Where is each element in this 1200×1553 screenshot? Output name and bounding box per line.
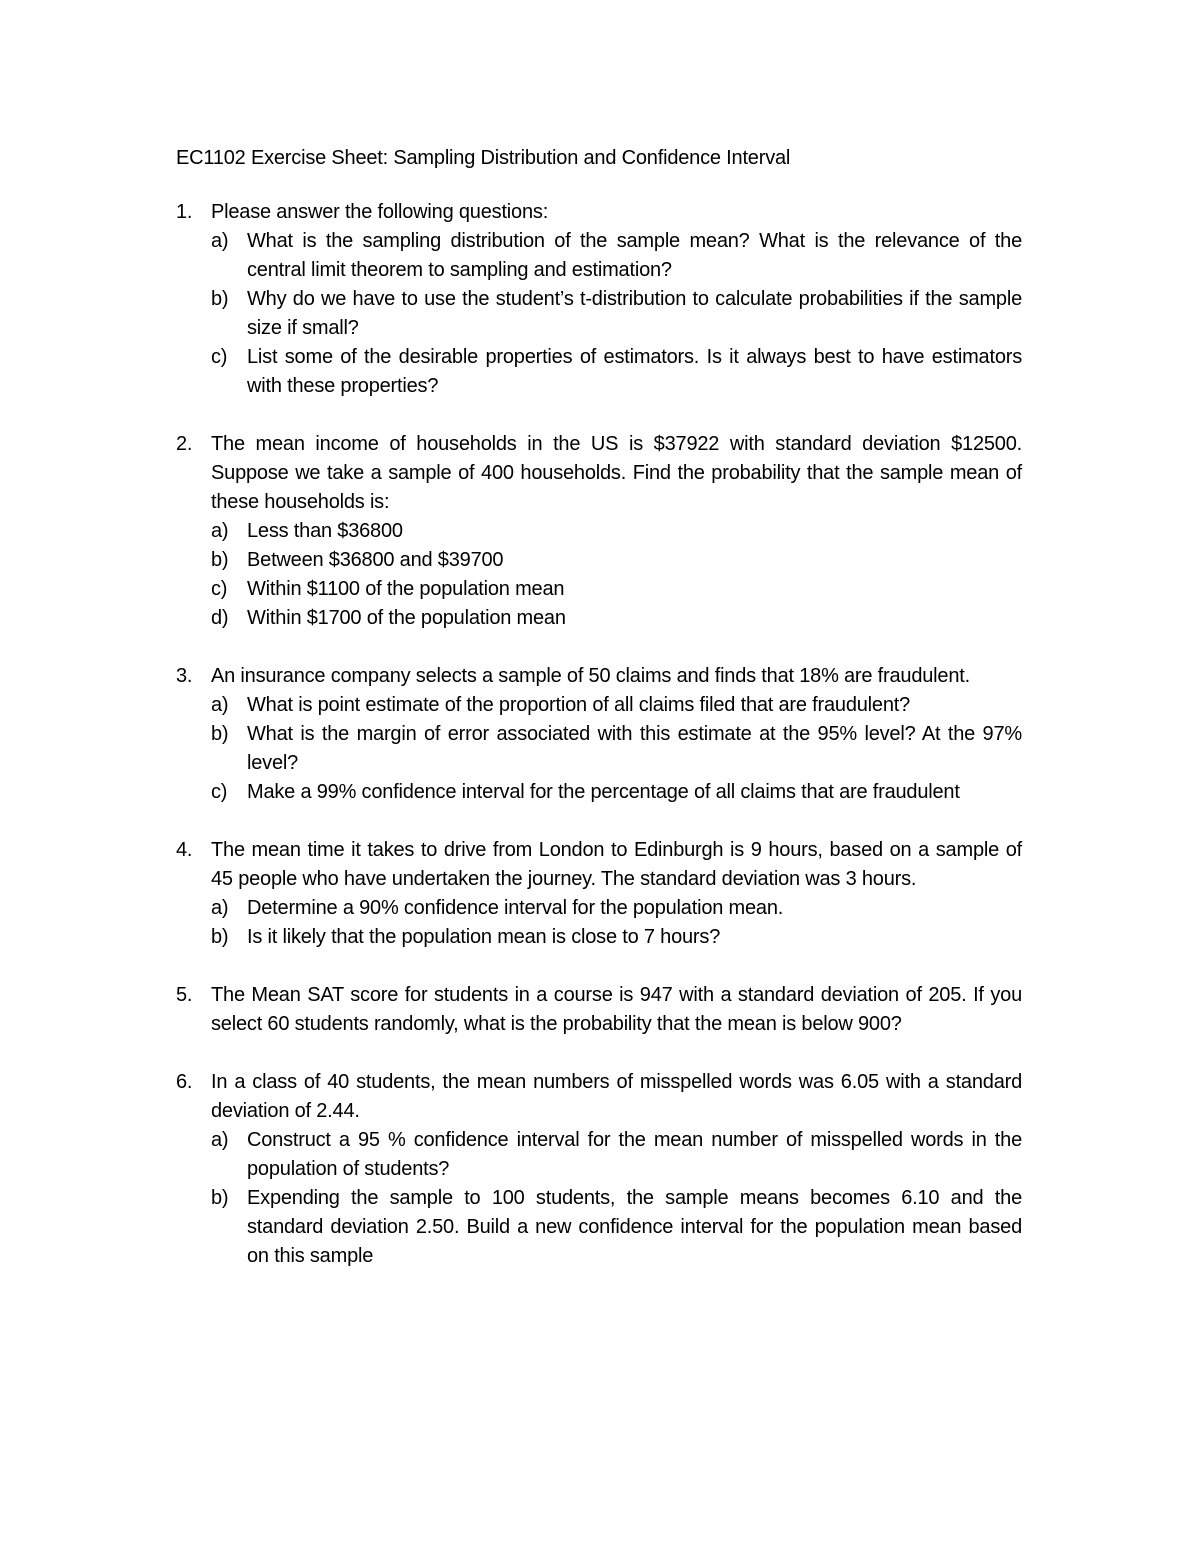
sub-question-letter: b): [211, 723, 229, 745]
sub-question-letter: b): [211, 288, 229, 310]
sub-question-text: Determine a 90% confidence interval for the population mean.: [247, 897, 784, 919]
sub-question-list: [211, 517, 1022, 633]
question-5: [176, 981, 1022, 1039]
question-3: [176, 662, 1022, 807]
sub-question: [211, 720, 1022, 778]
sub-question-text: Within $1100 of the population mean: [247, 578, 565, 600]
sub-question-text: What is the sampling distribution of the sample mean? What is the relevance of the central limit theorem to sampling and estimation?: [247, 230, 1022, 281]
sub-question-letter: b): [211, 926, 229, 948]
question-number: 1.: [176, 201, 193, 223]
sub-question: [211, 343, 1022, 401]
sub-question-list: [211, 894, 1022, 952]
sub-question: [211, 894, 1022, 923]
sub-question-list: [211, 1126, 1022, 1271]
sub-question: [211, 227, 1022, 285]
question-6: [176, 1068, 1022, 1271]
sub-question: [211, 923, 1022, 952]
sub-question-letter: b): [211, 549, 229, 571]
sub-question: [211, 517, 1022, 546]
sub-question-letter: c): [211, 781, 228, 803]
sub-question-letter: a): [211, 230, 229, 252]
sub-question-text: Within $1700 of the population mean: [247, 607, 566, 629]
sub-question-letter: c): [211, 346, 228, 368]
question-list: [176, 198, 1022, 1300]
question-text: The mean time it takes to drive from London to Edinburgh is 9 hours, based on a sample of 45 people who have undertaken the journey. The standard deviation was 3 hours.: [211, 839, 1022, 890]
question-text: In a class of 40 students, the mean numbers of misspelled words was 6.05 with a standard deviation of 2.44.: [211, 1071, 1022, 1122]
sub-question-text: What is the margin of error associated with this estimate at the 95% level? At the 97% level?: [247, 723, 1022, 774]
sub-question-letter: b): [211, 1187, 229, 1209]
sub-question-list: [211, 691, 1022, 807]
question-4: [176, 836, 1022, 952]
sub-question: [211, 285, 1022, 343]
sub-question-text: What is point estimate of the proportion of all claims filed that are fraudulent?: [247, 694, 911, 716]
sub-question: [211, 546, 1022, 575]
question-number: 3.: [176, 665, 193, 687]
question-1: [176, 198, 1022, 401]
sub-question: [211, 691, 1022, 720]
sub-question-text: Between $36800 and $39700: [247, 549, 504, 571]
sub-question-text: Less than $36800: [247, 520, 403, 542]
question-number: 2.: [176, 433, 193, 455]
sub-question-letter: c): [211, 578, 228, 600]
question-number: 6.: [176, 1071, 193, 1093]
question-text: The mean income of households in the US is $37922 with standard deviation $12500. Suppose we take a sample of 400 households. Find the probability that the sample mean of these households is:: [211, 433, 1022, 513]
question-number: 4.: [176, 839, 193, 861]
sub-question-letter: a): [211, 897, 229, 919]
sub-question-letter: d): [211, 607, 229, 629]
page-title: EC1102 Exercise Sheet: Sampling Distribution and Confidence Interval: [176, 147, 791, 169]
sub-question-text: Expending the sample to 100 students, the sample means becomes 6.10 and the standard deviation 2.50. Build a new confidence interval for the population mean based on this sample: [247, 1187, 1022, 1267]
sub-question-text: Why do we have to use the student’s t-distribution to calculate probabilities if the sample size if small?: [247, 288, 1022, 339]
sub-question: [211, 1184, 1022, 1271]
question-text: An insurance company selects a sample of 50 claims and finds that 18% are fraudulent.: [211, 665, 970, 687]
sub-question: [211, 575, 1022, 604]
sub-question-text: Make a 99% confidence interval for the percentage of all claims that are fraudulent: [247, 781, 960, 803]
sub-question-letter: a): [211, 520, 229, 542]
sub-question: [211, 778, 1022, 807]
sub-question: [211, 604, 1022, 633]
sub-question-text: List some of the desirable properties of estimators. Is it always best to have estimators with these properties?: [247, 346, 1022, 397]
sub-question-text: Construct a 95 % confidence interval for the mean number of misspelled words in the population of students?: [247, 1129, 1022, 1180]
sub-question-text: Is it likely that the population mean is close to 7 hours?: [247, 926, 721, 948]
sub-question-list: [211, 227, 1022, 401]
sub-question-letter: a): [211, 1129, 229, 1151]
question-number: 5.: [176, 984, 193, 1006]
sub-question-letter: a): [211, 694, 229, 716]
sub-question: [211, 1126, 1022, 1184]
question-text: Please answer the following questions:: [211, 201, 549, 223]
question-text: The Mean SAT score for students in a course is 947 with a standard deviation of 205. If you select 60 students randomly, what is the probability that the mean is below 900?: [211, 984, 1022, 1035]
question-2: [176, 430, 1022, 633]
